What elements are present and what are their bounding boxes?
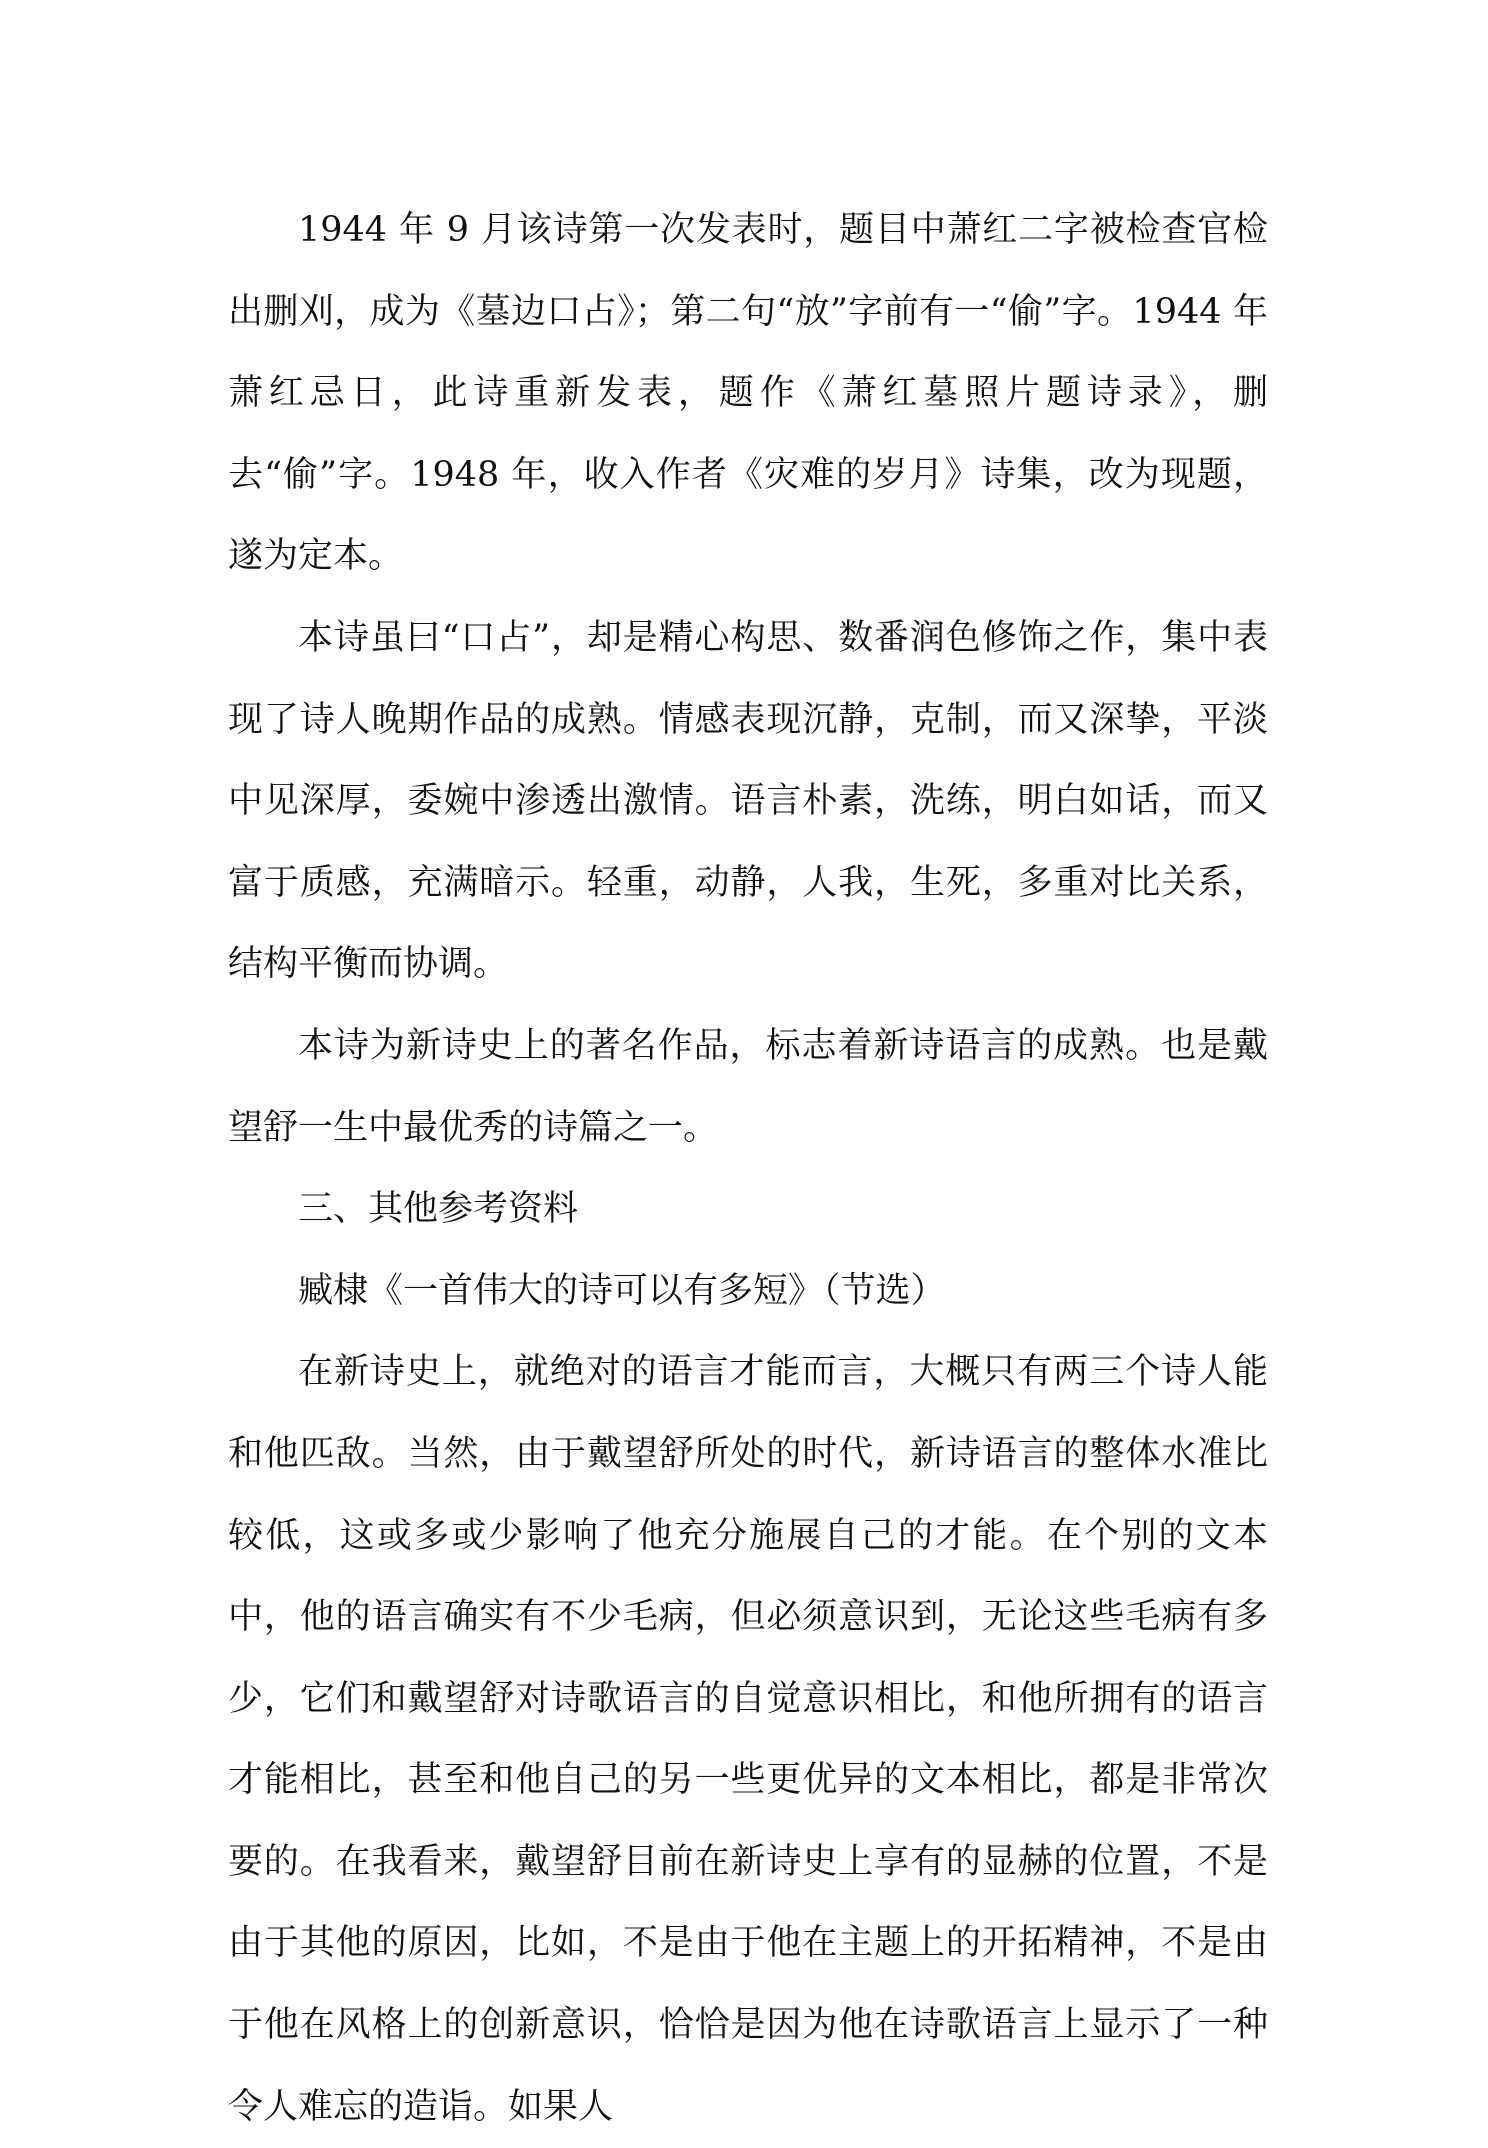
document-page <box>228 190 1268 2148</box>
section-heading: 三、其他参考资料 <box>298 1189 579 1230</box>
paragraph-reference-excerpt: 在新诗史上，就绝对的语言才能而言，大概只有两三个诗人能和他匹敌。当然，由于戴望舒所处的时代，新诗语言的整体水准比较低，这或多或少影响了他充分施展自己的才能。在个别的文本中，他的语言确实有不少毛病，但必须意识到，无论这些毛病有多少，它们和戴望舒对诗歌语言的自觉意识相比，和他所拥有的语言才能相比，甚至和他自己的另一些更优异的文本相比，都是非常次要的。在我看来，戴望舒目前在新诗史上享有的显赫的位置，不是由于其他的原因，比如，不是由于他在主题上的开拓精神，不是由于他在风格上的创新意识，恰恰是因为他在诗歌语言上显示了一种令人难忘的造诣。如果人 <box>228 1352 1268 2127</box>
paragraph-poem-analysis: 本诗虽曰“口占”，却是精心构思、数番润色修饰之作，集中表现了诗人晚期作品的成熟。情感表现沉静，克制，而又深挚，平淡中见深厚，委婉中渗透出激情。语言朴素，洗练，明白如话，而又富于质感，充满暗示。轻重，动静，人我，生死，多重对比关系，结构平衡而协调。 <box>228 617 1268 985</box>
paragraph-poem-significance: 本诗为新诗史上的著名作品，标志着新诗语言的成熟。也是戴望舒一生中最优秀的诗篇之一。 <box>228 1025 1268 1148</box>
reference-title: 臧棣《一首伟大的诗可以有多短》（节选） <box>298 1270 946 1311</box>
paragraph-publication-history: 1944 年 9 月该诗第一次发表时，题目中萧红二字被检查官检出删刈，成为《墓边口占》；第二句“放”字前有一“偷”字。1944 年萧红忌日，此诗重新发表，题作《萧红墓照片题诗录》，删去“偷”字。1948 年，收入作者《灾难的岁月》诗集，改为现题，遂为定本。 <box>228 210 1268 577</box>
